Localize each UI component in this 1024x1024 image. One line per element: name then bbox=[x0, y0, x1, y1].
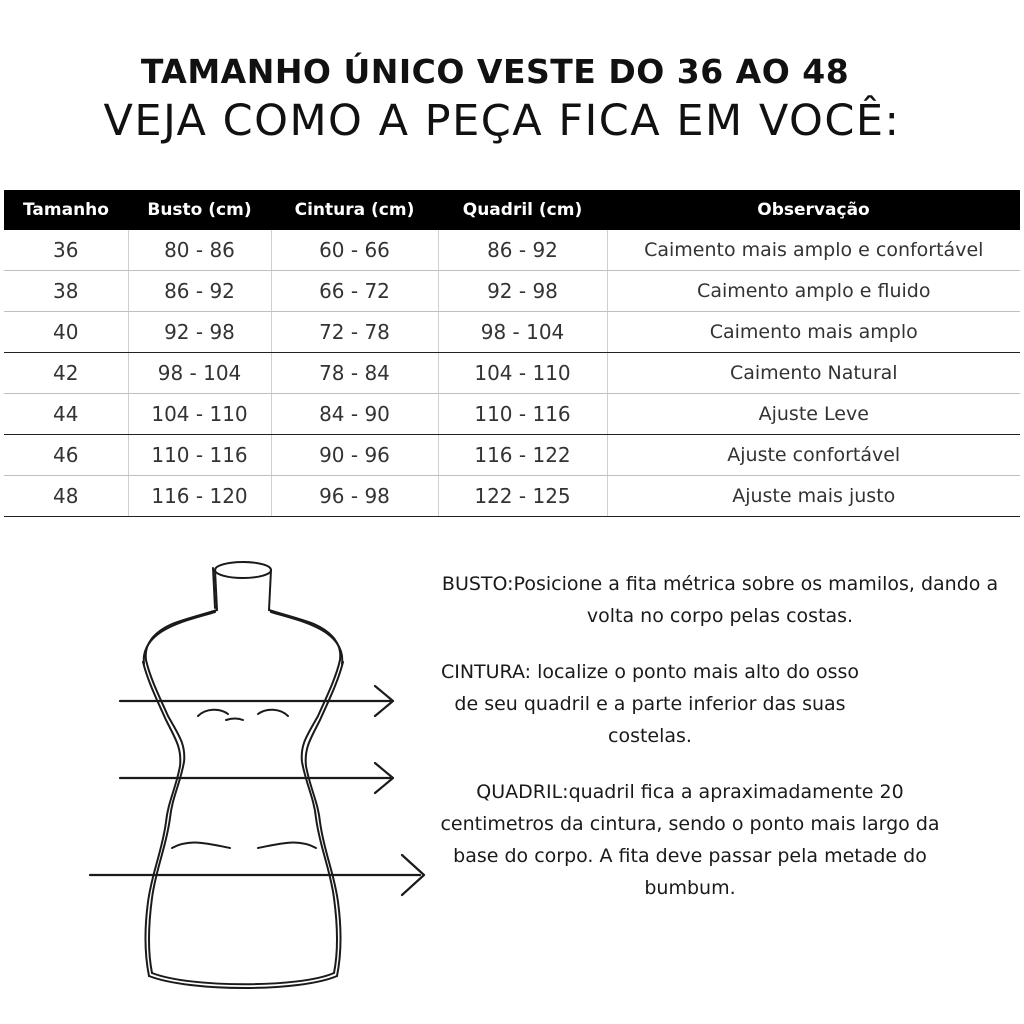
cell-note: Ajuste Leve bbox=[607, 394, 1020, 435]
cell-waist: 96 - 98 bbox=[271, 476, 438, 517]
table-row bbox=[4, 435, 1020, 476]
cell-note: Caimento mais amplo bbox=[607, 312, 1020, 353]
instruction-busto: BUSTO:Posicione a fita métrica sobre os mamilos, dando a volta no corpo pelas costas. bbox=[441, 573, 999, 627]
header-quadril: Quadril (cm) bbox=[438, 190, 607, 230]
instruction-cintura: CINTURA: localize o ponto mais alto do osso de seu quadril e a parte inferior das suas costelas. bbox=[440, 661, 860, 747]
cell-hip: 104 - 110 bbox=[438, 353, 607, 394]
cell-note: Caimento amplo e fluido bbox=[607, 271, 1020, 312]
cell-note: Ajuste mais justo bbox=[607, 476, 1020, 517]
cell-bust: 98 - 104 bbox=[128, 353, 271, 394]
cell-waist: 60 - 66 bbox=[271, 230, 438, 271]
cell-note: Caimento mais amplo e confortável bbox=[607, 230, 1020, 271]
cell-waist: 72 - 78 bbox=[271, 312, 438, 353]
cell-waist: 84 - 90 bbox=[271, 394, 438, 435]
cell-waist: 78 - 84 bbox=[271, 353, 438, 394]
cell-bust: 92 - 98 bbox=[128, 312, 271, 353]
mannequin-icon bbox=[80, 548, 440, 998]
cell-size: 36 bbox=[4, 230, 128, 271]
table-row bbox=[4, 353, 1020, 394]
cell-size: 48 bbox=[4, 476, 128, 517]
cell-hip: 86 - 92 bbox=[438, 230, 607, 271]
header-observacao: Observação bbox=[607, 190, 1020, 230]
cell-size: 46 bbox=[4, 435, 128, 476]
table-row bbox=[4, 230, 1020, 271]
cell-hip: 92 - 98 bbox=[438, 271, 607, 312]
cell-bust: 116 - 120 bbox=[128, 476, 271, 517]
cell-bust: 80 - 86 bbox=[128, 230, 271, 271]
cell-size: 44 bbox=[4, 394, 128, 435]
cell-bust: 110 - 116 bbox=[128, 435, 271, 476]
table-row bbox=[4, 394, 1020, 435]
cell-hip: 122 - 125 bbox=[438, 476, 607, 517]
table-header-row bbox=[4, 190, 1020, 230]
table-row bbox=[4, 271, 1020, 312]
measurement-instructions bbox=[440, 568, 1024, 928]
cell-hip: 116 - 122 bbox=[438, 435, 607, 476]
cell-note: Caimento Natural bbox=[607, 353, 1020, 394]
cell-hip: 110 - 116 bbox=[438, 394, 607, 435]
page-title: TAMANHO ÚNICO VESTE DO 36 AO 48 bbox=[140, 52, 850, 91]
header-tamanho: Tamanho bbox=[4, 190, 128, 230]
header-cintura: Cintura (cm) bbox=[271, 190, 438, 230]
cell-size: 38 bbox=[4, 271, 128, 312]
cell-size: 42 bbox=[4, 353, 128, 394]
cell-note: Ajuste confortável bbox=[607, 435, 1020, 476]
cell-bust: 104 - 110 bbox=[128, 394, 271, 435]
cell-bust: 86 - 92 bbox=[128, 271, 271, 312]
cell-size: 40 bbox=[4, 312, 128, 353]
page-subtitle: VEJA COMO A PEÇA FICA EM VOCÊ: bbox=[103, 96, 901, 146]
cell-hip: 98 - 104 bbox=[438, 312, 607, 353]
instruction-quadril: QUADRIL:quadril fica a apraximadamente 20 centimetros da cintura, sendo o ponto mais largo da base do corpo. A fita deve passar pela metade do bumbum. bbox=[440, 781, 940, 899]
table-row bbox=[4, 476, 1020, 517]
size-table bbox=[4, 190, 1020, 517]
header-busto: Busto (cm) bbox=[128, 190, 271, 230]
table-row bbox=[4, 312, 1020, 353]
cell-waist: 66 - 72 bbox=[271, 271, 438, 312]
cell-waist: 90 - 96 bbox=[271, 435, 438, 476]
